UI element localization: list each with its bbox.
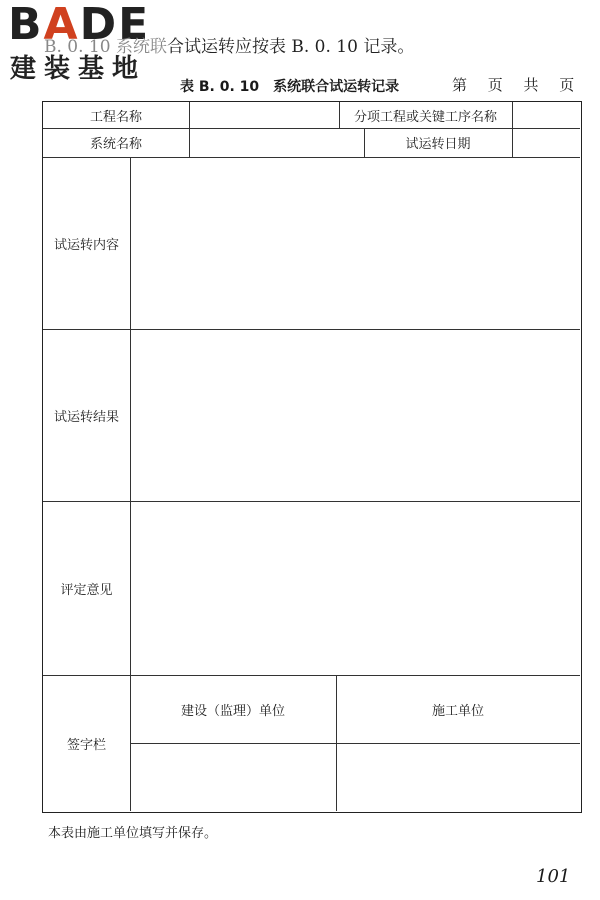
sub-project-name-label: 分项工程或关键工序名称 xyxy=(353,109,497,125)
test-run-date-label: 试运转日期 xyxy=(405,137,471,152)
watermark-logo-bottom: 建装基地 xyxy=(10,54,147,84)
test-run-content-label: 试运转内容 xyxy=(53,237,119,253)
test-run-result-label: 试运转结果 xyxy=(53,409,119,425)
page-number: 101 xyxy=(536,866,571,887)
construction-supervision-unit-label: 建设（监理）单位 xyxy=(180,703,285,719)
signature-label: 签字栏 xyxy=(66,737,106,753)
table-footnote: 本表由施工单位填写并保存。 xyxy=(48,826,218,841)
test-run-date-value[interactable] xyxy=(512,128,580,157)
system-name-label: 系统名称 xyxy=(89,137,142,152)
construction-unit-signature[interactable] xyxy=(336,743,580,811)
test-run-result-field[interactable] xyxy=(130,329,580,501)
project-name-value[interactable] xyxy=(189,102,339,128)
test-run-content-field[interactable] xyxy=(130,157,580,329)
page-info: 第 页 共 页 xyxy=(452,76,583,94)
construction-unit-label: 施工单位 xyxy=(431,703,484,719)
intro-ghost-text: B. 0. 10 系统联 xyxy=(44,37,167,57)
intro-sentence xyxy=(44,36,414,58)
project-name-label: 工程名称 xyxy=(89,109,142,125)
evaluation-label: 评定意见 xyxy=(60,582,113,598)
evaluation-field[interactable] xyxy=(130,501,580,675)
construction-supervision-unit-signature[interactable] xyxy=(130,743,336,811)
system-name-value[interactable] xyxy=(189,128,364,157)
table-caption: 表 B. 0. 10 系统联合试运转记录 xyxy=(180,79,400,95)
watermark-logo-text: BADE xyxy=(8,0,151,50)
intro-text: 合试运转应按表 B. 0. 10 记录。 xyxy=(166,37,415,57)
sub-project-name-value[interactable] xyxy=(512,102,580,128)
record-table xyxy=(42,101,582,813)
